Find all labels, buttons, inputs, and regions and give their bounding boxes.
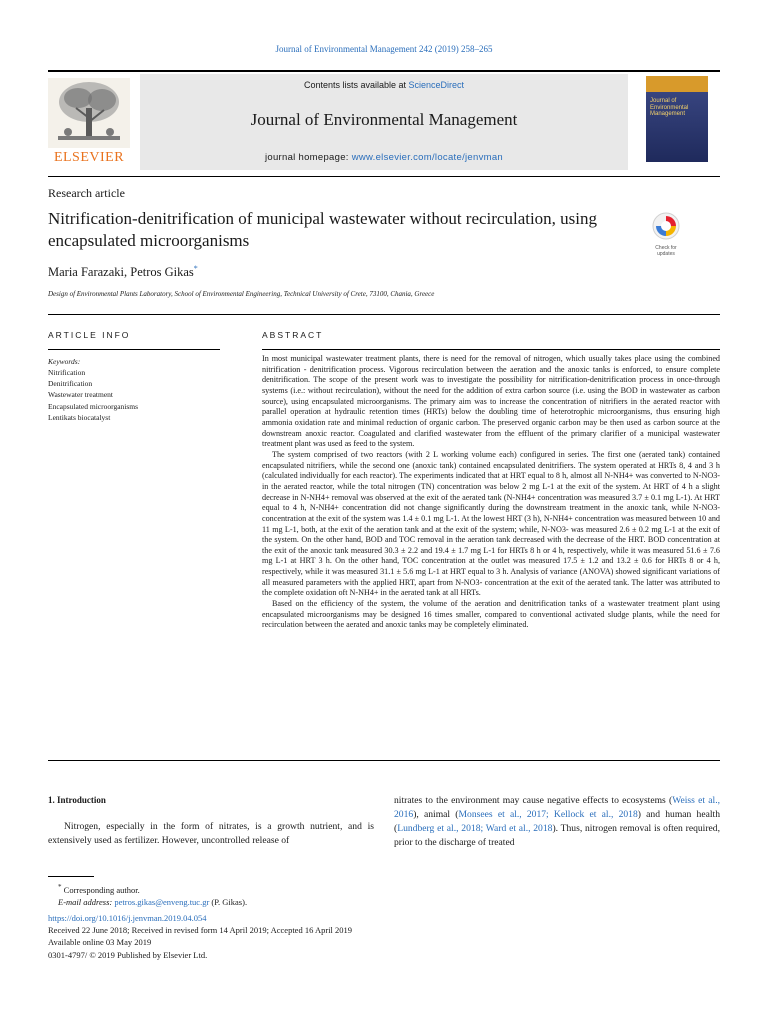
email-label: E-mail address: <box>58 896 115 907</box>
corresponding-author-mark[interactable]: * <box>193 264 198 273</box>
intro-column-right <box>394 794 720 850</box>
email-link[interactable]: petros.gikas@enveng.tuc.gr <box>114 896 210 907</box>
footnote-mark: * <box>58 883 62 891</box>
intro-text: ). Thus, nitrogen removal is often required, prior to the discharge of treated <box>394 823 720 848</box>
footnote-rule <box>48 876 94 877</box>
masthead-divider <box>48 176 720 177</box>
elsevier-wordmark: ELSEVIER <box>53 150 125 165</box>
keywords-label: Keywords: <box>48 357 81 366</box>
article-type: Research article <box>48 186 125 200</box>
check-for-updates-button[interactable] <box>646 212 686 260</box>
check-updates-icon <box>652 212 680 240</box>
article-info-heading: ARTICLE INFO <box>48 330 131 340</box>
publication-info <box>48 912 352 961</box>
citation-link[interactable]: Weiss et al., 2016 <box>394 795 720 820</box>
keyword-item: Nitrification <box>48 368 86 377</box>
header-divider <box>48 314 720 315</box>
abstract-paragraph: The system comprised of two reactors (with 2 L working volume each) configured in series. The first one (aerated tank) contained encapsulated nitrifiers, while the second one (anoxic tank) contained encapsulated denitrifiers. The system operated at HRTs 8, 4 and 3 h (calculated individually for each reactor). The experiments indicated that at HRT equal to 8 h, almost all N-NH4+ was converted to N-NO3- in the aerated reactor, while the total nitrogen (TN) concentration was below 2 mg L-1 at the exit of the system. At HRT of 4 h a slight decrease in N-NH4+ removal was observed at the exit of the aerated tank (N-NH4+ concentration was measured 3.7 ± 0.1 mg L-1). At HRT equal to 4 h, N-NH4+ concentration did not change significantly during the downstream treatment in the anoxic tank, while N-NO3- concentration at the exit of the system was 1.4 ± 0.1 mg L-1. At the lowest HRT (3 h), N-NH4+ concentration was measured between 10 and 11 mg L-1, both, at the exit of the aeration tank and at the exit of the system; while, N-NO3- was measured 2.6 ± 0.2 mg L-1 at the exit of the system. On the other hand, BOD and TOC removal in the aeration tank decreased with the decrease of the HRT. BOD concentration at the exit of the anoxic tank measured 30.3 ± 2.2 and 19.4 ± 1.7 mg L-1 for HRTs 8 h or 4 h, respectively, while it was measured 51.6 ± 7.6 mg L-1 at HRT 3 h. On the other hand, TOC concentration at the outlet was measured 17.5 ± 1.2 and 13.2 ± 0.6 for HRTs 8 or 4 h, respectively, while it was measured 31.1 ± 5.6 mg L-1 at HRT equal to 3 h. Analysis of variance (ANOVA) showed significant variations of all measured parameters with the applied HRT, apart from N-NO3- concentration at the exit of the aerated tank. The latter was attributed to the complete oxidation oft N-NH4+ in the aerated tank at all HRTs. <box>262 449 720 598</box>
email-suffix: (P. Gikas). <box>209 896 248 907</box>
keyword-item: Lentikats biocatalyst <box>48 412 111 422</box>
elsevier-logo[interactable] <box>48 78 130 168</box>
abstract-body <box>262 354 720 631</box>
abstract-paragraph: Based on the efficiency of the system, the volume of the aeration and denitrification tanks of a wastewater treatment plant using encapsulated microorganisms may be designed 16 times smaller, compared to conventional activated sludge plants, while the need for recirculation between the aerated and anoxic tanks may be completely eliminated. <box>262 599 720 630</box>
abstract-paragraph: In most municipal wastewater treatment plants, there is need for the removal of nitrogen, which usually takes place using the combined nitrification - denitrification process. Vigorous recirculation between the aeration and the anoxic tanks is enforced, to ensure complete denitrification. The scope of the present work was to investigate the possibility for nitrification-denitrification process in once-through systems (i.e.: without recirculation), without the need for the addition of extra carbon source (i.e. using the BOD in wastewater as carbon source), using encapsulated microorganisms. The primary aim was to increase the concentration of nitrifiers in the aerated reactor with parallel operation at hydraulic retention times (HRTs) below the doubling time of heterotrophic microorganisms, thus ensuring high ammonia oxidation rate and minimal reduction of organic carbon. The preserved organic carbon may be then used as carbon source at the downstream anoxic reactor. Coagulated and clarified wastewater from the effluent of the primary clarifier of a municipal wastewater treatment plant was used as feed to the system. <box>262 354 720 449</box>
intro-text: ) and human health ( <box>394 809 720 834</box>
intro-paragraph: Nitrogen, especially in the form of nitrates, is a growth nutrient, and is extensively used as fertilizer. However, uncontrolled release of <box>48 821 374 846</box>
copyright: 0301-4797/ © 2019 Published by Elsevier Ltd. <box>48 949 208 960</box>
email-footnote <box>48 896 247 908</box>
keyword-item: Wastewater treatment <box>48 390 113 400</box>
abstract-rule <box>262 349 720 350</box>
intro-paragraph <box>394 794 720 850</box>
author-list <box>48 264 198 280</box>
journal-cover-thumbnail[interactable] <box>646 76 708 162</box>
corresponding-text: Corresponding author. <box>63 884 140 895</box>
homepage-line <box>140 152 628 163</box>
intro-column-left <box>48 820 374 848</box>
intro-text: ), animal ( <box>413 809 459 820</box>
check-updates-label: Check for updates <box>655 245 677 257</box>
cover-title: Journal of Environmental Management <box>650 98 689 118</box>
keyword-item: Encapsulated microorganisms <box>48 401 139 411</box>
abstract-divider <box>48 760 720 761</box>
tree-icon <box>48 78 130 148</box>
doi-link[interactable]: https://doi.org/10.1016/j.jenvman.2019.04.054 <box>48 913 207 923</box>
authors: Maria Farazaki, Petros Gikas <box>48 265 194 280</box>
article-info-rule <box>48 349 220 350</box>
intro-text: nitrates to the environment may cause negative effects to ecosystems ( <box>394 795 673 806</box>
citation-link[interactable]: Monsees et al., 2017; Kellock et al., 2018 <box>458 809 638 820</box>
footnotes <box>48 881 247 908</box>
affiliation: Design of Environmental Plants Laboratory, School of Environmental Engineering, Technical University of Crete, 73100, Chania, Greece <box>48 290 435 298</box>
corresponding-footnote <box>48 881 247 896</box>
journal-reference-link[interactable]: Journal of Environmental Management 242 (2019) 258–265 <box>275 44 493 54</box>
keyword-item: Denitrification <box>48 379 93 389</box>
contents-prefix: Contents lists available at <box>303 80 409 90</box>
masthead <box>48 70 720 170</box>
homepage-link[interactable]: www.elsevier.com/locate/jenvman <box>351 152 504 163</box>
history-dates: Received 22 June 2018; Received in revised form 14 April 2019; Accepted 16 April 2019 <box>48 925 353 936</box>
keyword-list <box>48 367 138 423</box>
section-heading: 1. Introduction <box>48 795 106 805</box>
contents-line <box>140 80 628 90</box>
citation-link[interactable]: Lundberg et al., 2018; Ward et al., 2018 <box>397 823 553 834</box>
journal-title: Journal of Environmental Management <box>250 110 518 129</box>
available-online: Available online 03 May 2019 <box>48 937 152 948</box>
article-title: Nitrification-denitrification of municipal wastewater without recirculation, using encapsulated microorganisms <box>48 209 598 250</box>
abstract-heading: ABSTRACT <box>262 330 324 340</box>
sciencedirect-link[interactable]: ScienceDirect <box>408 80 465 90</box>
homepage-prefix: journal homepage: <box>264 152 352 163</box>
journal-banner <box>140 74 628 170</box>
